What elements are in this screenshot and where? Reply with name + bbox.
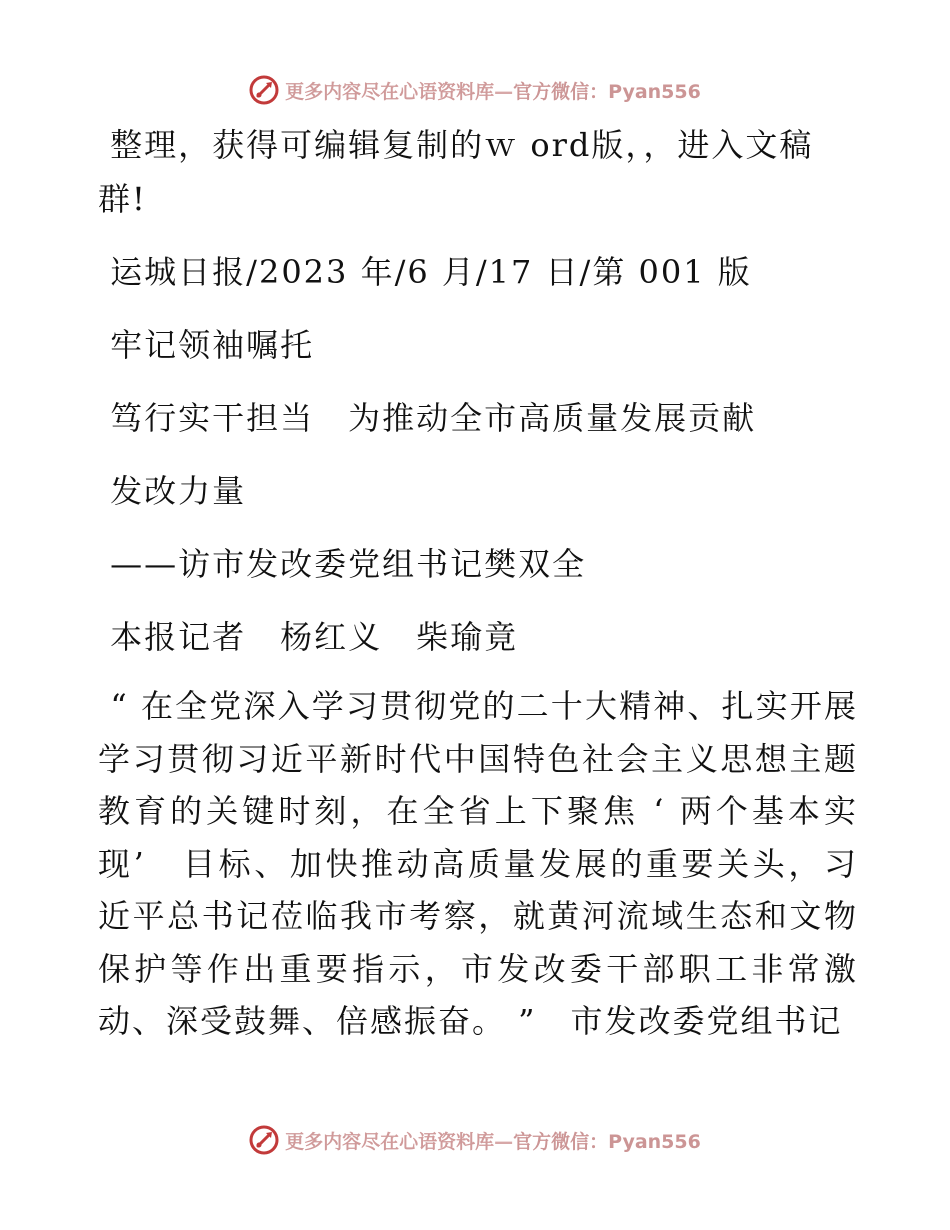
banner-main-text: 更多内容尽在心语资料库	[285, 1130, 495, 1153]
banner-wechat-text: 官方微信：Pyan556	[513, 1130, 701, 1153]
logo-icon	[249, 75, 279, 105]
header-banner	[0, 70, 950, 110]
banner-text	[285, 1127, 701, 1154]
subtitle-line: ——访市发改委党组书记樊双全	[98, 545, 587, 583]
footer-banner	[0, 1120, 950, 1160]
banner-wechat-text: 官方微信：Pyan556	[513, 80, 701, 103]
intro-line: 整理，获得可编辑复制的ｗ ord版，，进入文稿群!	[98, 126, 814, 218]
document-body	[98, 118, 858, 1048]
title-line-1: 牢记领袖嘱托	[98, 326, 315, 364]
banner-main-text: 更多内容尽在心语资料库	[285, 80, 495, 103]
logo-icon	[249, 1125, 279, 1155]
title-line-3: 发改力量	[98, 472, 247, 510]
title-line-2: 笃行实干担当 为推动全市高质量发展贡献	[98, 399, 757, 437]
source-line: 运城日报/2023 年/6 月/17 日/第 001 版	[98, 253, 752, 291]
banner-dash: —	[494, 1130, 514, 1153]
banner-dash: —	[494, 80, 514, 103]
byline: 本报记者 杨红义 柴瑜竟	[98, 618, 519, 656]
banner-text	[285, 77, 701, 104]
body-paragraph: “ 在全党深入学习贯彻党的二十大精神、扎实开展学习贯彻习近平新时代中国特色社会主义思想主题教育的关键时刻，在全省上下聚焦 ‘ 两个基本实现’ 目标、加快推动高质量发展的重要关头，习近平总书记莅临我市考察，就黄河流域生态和文物保护等作出重要指示，市发改委干部职工非常激动、深受鼓舞、倍感振奋。 ” 市发改委党组书记	[98, 687, 858, 1040]
